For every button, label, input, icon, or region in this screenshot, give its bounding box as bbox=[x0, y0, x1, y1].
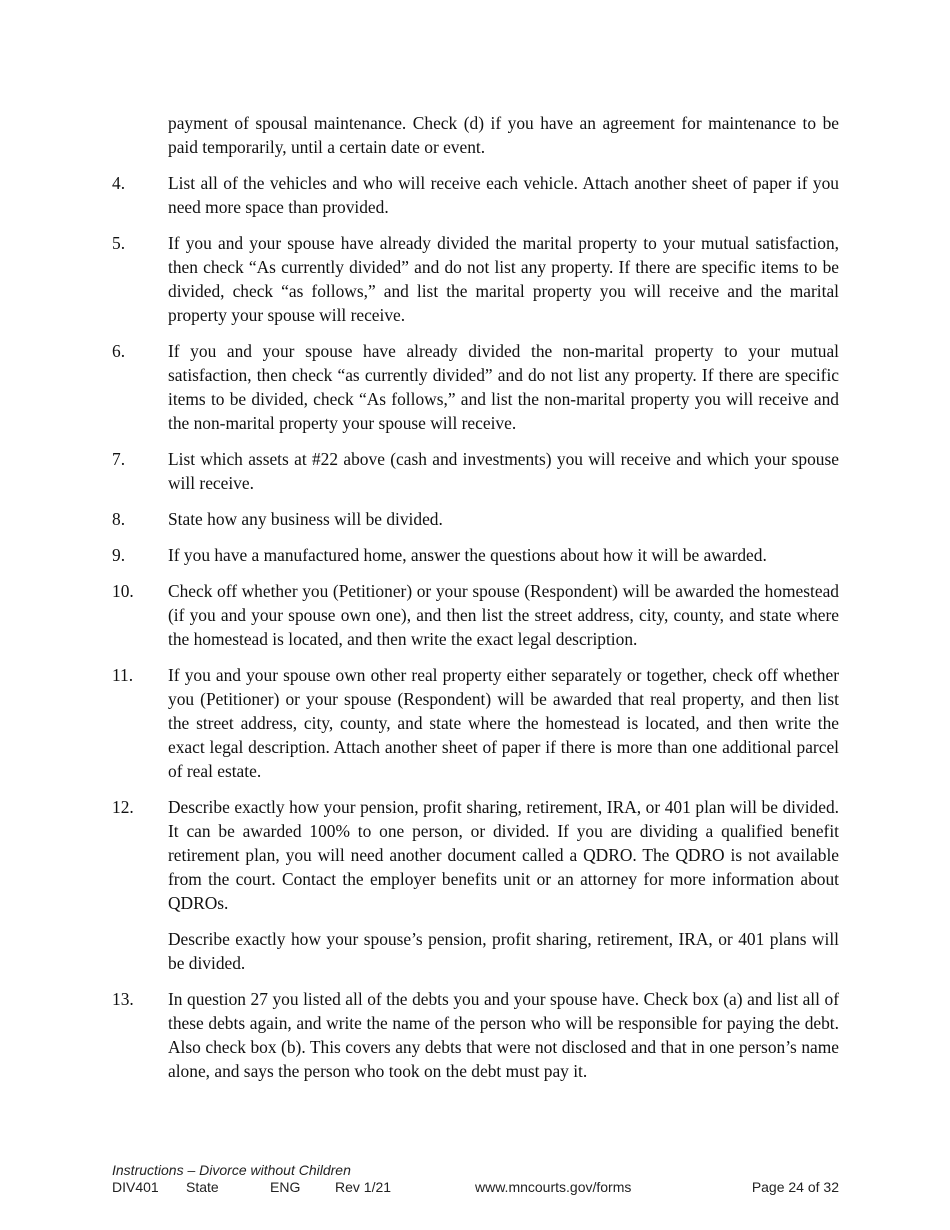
item-text: State how any business will be divided. bbox=[168, 509, 443, 529]
form-code: DIV401 bbox=[112, 1179, 159, 1195]
item-12-followup-paragraph: Describe exactly how your spouse’s pension, profit sharing, retirement, IRA, or 401 plans will be divided. bbox=[168, 929, 839, 973]
item-number: 8. bbox=[112, 509, 126, 529]
list-item-5 bbox=[112, 231, 839, 327]
item-text: Describe exactly how your pension, profit sharing, retirement, IRA, or 401 plan will be divided. It can be awarded 100% to one person, or divided. If you are dividing a qualified benefit retirement plan, you will need another document called a QDRO. The QDRO is not available from the court. Contact the employer benefits unit or an attorney for more information about QDROs. bbox=[168, 797, 839, 913]
item-text: Check off whether you (Petitioner) or your spouse (Respondent) will be awarded the homestead (if you and your spouse own one), and then list the street address, city, county, and state where the homestead is located, and then write the exact legal description. bbox=[168, 581, 839, 649]
website-link[interactable]: www.mncourts.gov/forms bbox=[475, 1179, 632, 1195]
revision-date: Rev 1/21 bbox=[335, 1179, 392, 1195]
page-number: Page 24 of 32 bbox=[751, 1179, 839, 1195]
instructions-body bbox=[112, 111, 839, 1095]
footer-title: Instructions – Divorce without Children bbox=[112, 1162, 351, 1178]
list-item-10 bbox=[112, 579, 839, 651]
footer-meta-row bbox=[112, 1179, 839, 1197]
intro-paragraph: payment of spousal maintenance. Check (d) if you have an agreement for maintenance to be paid temporarily, until a certain date or event. bbox=[168, 113, 839, 157]
item-text: If you and your spouse have already divided the non-marital property to your mutual satisfaction, then check “as currently divided” and do not list any property. If there are specific items to be divided, check “As follows,” and list the non-marital property you will receive and the non-marital property your spouse will receive. bbox=[168, 341, 839, 433]
page-footer bbox=[112, 1162, 839, 1197]
jurisdiction: State bbox=[186, 1179, 219, 1195]
list-item-13 bbox=[112, 987, 839, 1083]
item-number: 9. bbox=[112, 545, 126, 565]
item-number: 12. bbox=[112, 797, 134, 817]
item-text: In question 27 you listed all of the debts you and your spouse have. Check box (a) and list all of these debts again, and write the name of the person who will be responsible for paying the debt. Also check box (b). This covers any debts that were not disclosed and that in one person’s name alone, and says the person who took on the debt must pay it. bbox=[168, 989, 839, 1081]
item-number: 5. bbox=[112, 233, 126, 253]
item-number: 11. bbox=[112, 665, 134, 685]
item-number: 10. bbox=[112, 581, 134, 601]
item-number: 6. bbox=[112, 341, 126, 361]
item-text: If you have a manufactured home, answer the questions about how it will be awarded. bbox=[168, 545, 767, 565]
language-code: ENG bbox=[270, 1179, 301, 1195]
item-text: If you and your spouse have already divided the marital property to your mutual satisfaction, then check “As currently divided” and do not list any property. If there are specific items to be divided, check “as follows,” and list the marital property you will receive and the marital property your spouse will receive. bbox=[168, 233, 839, 325]
item-number: 13. bbox=[112, 989, 134, 1009]
list-item-12 bbox=[112, 795, 839, 915]
list-item-9 bbox=[112, 543, 839, 567]
item-number: 4. bbox=[112, 173, 126, 193]
list-item-8 bbox=[112, 507, 839, 531]
item-text: List which assets at #22 above (cash and investments) you will receive and which your spouse will receive. bbox=[168, 449, 839, 493]
item-text: List all of the vehicles and who will receive each vehicle. Attach another sheet of paper if you need more space than provided. bbox=[168, 173, 839, 217]
list-item-6 bbox=[112, 339, 839, 435]
item-text: If you and your spouse own other real property either separately or together, check off whether you (Petitioner) or your spouse (Respondent) will be awarded that real property, and then list the street address, city, county, and state where the homestead is located, and then write the exact legal description. Attach another sheet of paper if there is more than one additional parcel of real estate. bbox=[168, 665, 839, 781]
list-item-11 bbox=[112, 663, 839, 783]
list-item-7 bbox=[112, 447, 839, 495]
list-item-4 bbox=[112, 171, 839, 219]
item-number: 7. bbox=[112, 449, 126, 469]
